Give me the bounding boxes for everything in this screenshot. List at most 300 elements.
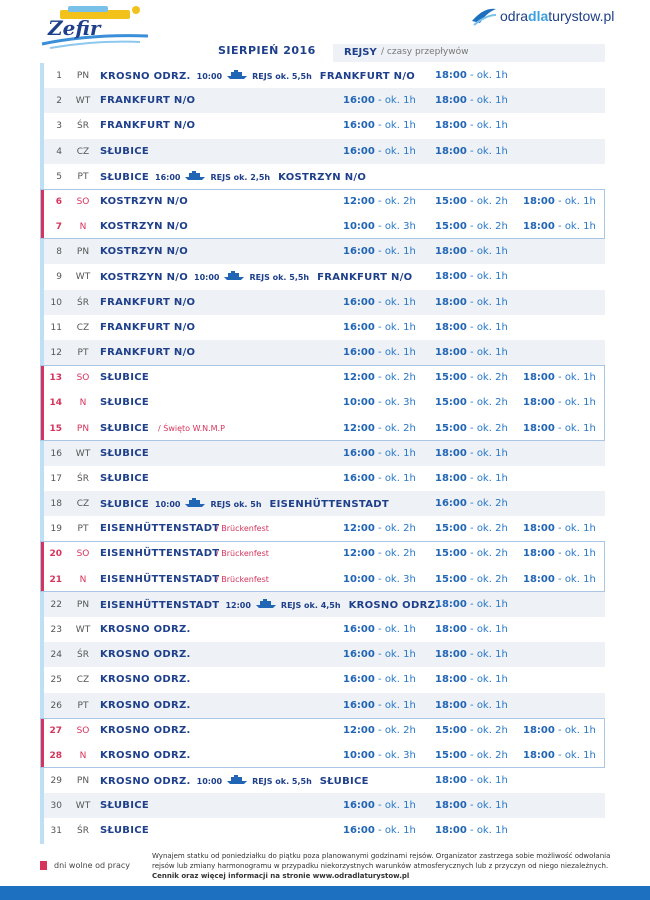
day-number: 7 xyxy=(55,222,62,233)
table-row xyxy=(40,264,605,289)
table-row xyxy=(40,693,605,718)
time-duration: ok. 1h xyxy=(384,472,416,484)
weekday-marker xyxy=(40,441,44,542)
time-value: 18:00 xyxy=(435,70,467,81)
time-value: 16:00 xyxy=(343,246,375,258)
time-sep: - xyxy=(466,674,477,686)
day-of-week: PT xyxy=(77,171,89,182)
departure-time xyxy=(435,523,508,534)
destination: SŁUBICE xyxy=(100,372,149,384)
time-duration: ok. 1h xyxy=(384,321,416,333)
departure-time xyxy=(343,649,416,660)
cruise-to: FRANKFURT N/O xyxy=(317,272,413,284)
day-of-week: WT xyxy=(75,272,91,283)
time-duration: ok. 1h xyxy=(476,699,508,711)
time-sep: - xyxy=(466,271,477,283)
time-sep: - xyxy=(374,95,385,107)
time-duration: ok. 2h xyxy=(476,749,508,761)
time-value: 12:00 xyxy=(343,523,375,535)
destination: KOSTRZYN N/O xyxy=(100,246,188,258)
time-duration: ok. 1h xyxy=(564,221,596,233)
day-number: 27 xyxy=(49,725,62,736)
time-sep: - xyxy=(374,800,385,812)
time-sep: - xyxy=(374,447,385,459)
time-sep: - xyxy=(466,573,477,585)
cruise-time: 16:00 xyxy=(155,172,181,182)
time-value: 15:00 xyxy=(435,724,467,736)
day-of-week: SO xyxy=(76,373,90,384)
day-of-week: N xyxy=(79,750,87,761)
time-value: 18:00 xyxy=(523,422,555,434)
time-value: 16:00 xyxy=(343,674,375,686)
time-value: 18:00 xyxy=(435,649,467,661)
departure-time xyxy=(435,70,508,81)
time-duration: ok. 1h xyxy=(564,397,596,409)
departure-time xyxy=(435,674,508,685)
departure-time xyxy=(343,825,416,836)
footer-bar xyxy=(0,886,650,900)
time-value: 18:00 xyxy=(435,246,467,258)
time-sep: - xyxy=(466,346,477,358)
departure-time xyxy=(435,271,508,282)
day-of-week: N xyxy=(79,398,87,409)
time-duration: ok. 2h xyxy=(384,548,416,560)
destination: FRANKFURT N/O xyxy=(100,120,196,132)
time-sep: - xyxy=(466,296,477,308)
time-duration: ok. 2h xyxy=(476,422,508,434)
table-row xyxy=(40,88,605,113)
day-number: 17 xyxy=(50,473,62,484)
time-sep: - xyxy=(466,498,477,510)
time-duration: ok. 1h xyxy=(476,95,508,107)
time-duration: ok. 2h xyxy=(384,372,416,384)
departure-time xyxy=(435,599,508,610)
time-value: 15:00 xyxy=(435,573,467,585)
day-number: 19 xyxy=(50,524,62,535)
destination: SŁUBICE xyxy=(100,422,149,434)
time-sep: - xyxy=(374,195,385,207)
departure-time xyxy=(343,473,416,484)
destination: EISENHÜTTENSTADT xyxy=(100,523,220,535)
time-duration: ok. 1h xyxy=(384,825,416,837)
time-value: 18:00 xyxy=(435,95,467,107)
time-sep: - xyxy=(374,825,385,837)
time-duration: ok. 2h xyxy=(476,548,508,560)
day-of-week: PN xyxy=(76,423,90,434)
cruise-time: 10:00 xyxy=(196,72,223,81)
time-sep: - xyxy=(466,699,477,711)
table-row xyxy=(40,491,605,516)
time-sep: - xyxy=(466,321,477,333)
time-value: 18:00 xyxy=(523,724,555,736)
time-value: 15:00 xyxy=(435,195,467,207)
cruise-time: 10:00 xyxy=(194,273,220,283)
time-duration: ok. 1h xyxy=(476,321,508,333)
cruise-to: EISENHÜTTENSTADT xyxy=(269,499,389,511)
cruise-from: KROSNO ODRZ. xyxy=(100,776,191,788)
time-sep: - xyxy=(466,120,477,132)
day-of-week: ŚR xyxy=(77,826,89,837)
time-value: 18:00 xyxy=(523,372,555,384)
cruise-duration: REJS ok. 4,5h xyxy=(280,600,341,610)
departure-time xyxy=(435,347,508,358)
time-duration: ok. 2h xyxy=(384,724,416,736)
time-duration: ok. 1h xyxy=(384,674,416,686)
time-sep: - xyxy=(374,145,385,157)
day-number: 25 xyxy=(50,675,62,686)
departure-time xyxy=(435,322,508,333)
table-row xyxy=(40,592,605,617)
cruise-duration: REJS ok. 5,5h xyxy=(252,777,312,787)
day-of-week: PT xyxy=(77,524,89,535)
time-value: 10:00 xyxy=(343,221,375,233)
time-value: 15:00 xyxy=(435,548,467,560)
rejsy-sublabel: / czasy przepływów xyxy=(381,47,469,57)
departure-time xyxy=(435,297,508,308)
time-sep: - xyxy=(466,800,477,812)
svg-text:Zefir: Zefir xyxy=(48,16,101,40)
time-value: 16:00 xyxy=(435,498,467,510)
footer-text: Wynajem statku od poniedziałku do piątku poza planowanymi godzinami rejsów. Organizator zastrzega sobie możliwość odwołania rejsów lub zmiany harmonogramu w przypadku niekorzystnych warunków atmosferycznych lub z przyczyn od niego niezależnych. xyxy=(152,852,611,870)
cruise-time: 10:00 xyxy=(196,777,223,787)
time-sep: - xyxy=(374,246,385,258)
time-value: 18:00 xyxy=(435,800,467,812)
time-duration: ok. 1h xyxy=(384,447,416,459)
footer-note xyxy=(152,851,612,881)
time-value: 18:00 xyxy=(435,674,467,686)
departure-time xyxy=(343,523,416,534)
time-duration: ok. 3h xyxy=(384,749,416,761)
time-value: 16:00 xyxy=(343,649,375,661)
time-sep: - xyxy=(466,472,477,484)
destination: KROSNO ODRZ. xyxy=(100,749,191,761)
time-value: 18:00 xyxy=(523,397,555,409)
time-sep: - xyxy=(374,422,385,434)
time-duration: ok. 1h xyxy=(476,800,508,812)
time-value: 15:00 xyxy=(435,372,467,384)
destination: EISENHÜTTENSTADT xyxy=(100,573,220,585)
destination: KROSNO ODRZ. xyxy=(100,623,191,635)
time-duration: ok. 1h xyxy=(476,649,508,661)
time-duration: ok. 1h xyxy=(476,296,508,308)
time-value: 18:00 xyxy=(435,447,467,459)
month-title: SIERPIEŃ 2016 xyxy=(218,44,316,57)
day-number: 12 xyxy=(50,347,62,358)
departure-time xyxy=(435,649,508,660)
time-duration: ok. 2h xyxy=(476,195,508,207)
day-number: 26 xyxy=(50,700,62,711)
time-duration: ok. 1h xyxy=(384,120,416,132)
day-of-week: ŚR xyxy=(77,297,89,308)
time-duration: ok. 1h xyxy=(476,598,508,610)
time-duration: ok. 1h xyxy=(476,246,508,258)
time-sep: - xyxy=(374,346,385,358)
destination: KROSNO ODRZ. xyxy=(100,649,191,661)
time-duration: ok. 1h xyxy=(564,724,596,736)
time-value: 16:00 xyxy=(343,321,375,333)
time-value: 18:00 xyxy=(523,195,555,207)
time-sep: - xyxy=(374,548,385,560)
time-sep: - xyxy=(466,70,477,81)
time-value: 16:00 xyxy=(343,623,375,635)
time-duration: ok. 1h xyxy=(476,70,508,81)
day-number: 4 xyxy=(56,146,62,157)
boat-icon xyxy=(226,70,248,82)
time-duration: ok. 1h xyxy=(476,775,508,787)
cruise-from: SŁUBICE xyxy=(100,171,149,183)
cruise-time: 10:00 xyxy=(155,500,181,510)
table-row xyxy=(40,768,605,793)
time-value: 18:00 xyxy=(435,598,467,610)
day-number: 30 xyxy=(50,801,62,812)
time-sep: - xyxy=(466,623,477,635)
destination: SŁUBICE xyxy=(100,447,149,459)
rejsy-label: REJSY xyxy=(344,47,377,58)
day-number: 5 xyxy=(56,171,62,182)
cruise-info xyxy=(100,775,369,787)
day-number: 11 xyxy=(50,322,62,333)
day-number: 23 xyxy=(50,624,62,635)
time-sep: - xyxy=(554,573,565,585)
departure-time xyxy=(435,95,508,106)
day-of-week: PN xyxy=(76,71,90,81)
time-value: 18:00 xyxy=(435,321,467,333)
departure-time xyxy=(343,448,416,459)
time-sep: - xyxy=(374,372,385,384)
day-of-week: N xyxy=(79,222,87,233)
departure-time xyxy=(435,246,508,257)
weekend-frame xyxy=(40,541,605,591)
boat-icon xyxy=(184,171,206,183)
day-of-week: CZ xyxy=(76,322,90,333)
cruise-duration: REJS ok. 5h xyxy=(210,500,262,510)
time-value: 16:00 xyxy=(343,95,375,107)
cruise-info xyxy=(100,599,439,611)
time-sep: - xyxy=(374,120,385,132)
time-duration: ok. 2h xyxy=(476,523,508,535)
time-value: 16:00 xyxy=(343,699,375,711)
departure-time xyxy=(435,825,508,836)
legend-label: dni wolne od pracy xyxy=(54,861,131,870)
time-sep: - xyxy=(466,221,477,233)
time-value: 16:00 xyxy=(343,120,375,132)
time-duration: ok. 2h xyxy=(384,523,416,535)
day-number: 18 xyxy=(50,499,62,510)
cruise-duration: REJS ok. 2,5h xyxy=(210,172,271,182)
day-of-week: PN xyxy=(76,776,90,787)
day-number: 3 xyxy=(56,121,62,132)
table-row xyxy=(40,315,605,340)
table-row xyxy=(40,793,605,818)
day-note: / Brückenfest xyxy=(216,574,269,584)
weekday-marker xyxy=(40,768,44,844)
day-number: 14 xyxy=(49,398,62,409)
day-number: 6 xyxy=(55,196,62,207)
day-of-week: CZ xyxy=(76,675,90,686)
time-duration: ok. 3h xyxy=(384,221,416,233)
time-sep: - xyxy=(374,674,385,686)
time-duration: ok. 1h xyxy=(564,372,596,384)
destination: FRANKFURT N/O xyxy=(100,95,196,107)
time-duration: ok. 1h xyxy=(384,699,416,711)
time-duration: ok. 2h xyxy=(476,397,508,409)
footer-link[interactable]: Cennik oraz więcej informacji na stronie www.odradlaturystow.pl xyxy=(152,872,410,880)
time-value: 12:00 xyxy=(343,422,375,434)
time-duration: ok. 2h xyxy=(476,573,508,585)
day-of-week: PT xyxy=(77,347,89,358)
day-number: 1 xyxy=(56,71,62,81)
time-sep: - xyxy=(466,246,477,258)
departure-time xyxy=(435,120,508,131)
day-of-week: WT xyxy=(75,448,91,459)
time-sep: - xyxy=(554,195,565,207)
cruise-to: FRANKFURT N/O xyxy=(319,71,416,82)
time-value: 18:00 xyxy=(435,271,467,283)
boat-icon xyxy=(184,498,206,510)
departure-time xyxy=(435,624,508,635)
departure-time xyxy=(523,523,596,534)
time-duration: ok. 1h xyxy=(564,523,596,535)
time-duration: ok. 2h xyxy=(476,724,508,736)
time-duration: ok. 1h xyxy=(564,749,596,761)
time-sep: - xyxy=(466,749,477,761)
time-value: 15:00 xyxy=(435,749,467,761)
time-value: 16:00 xyxy=(343,825,375,837)
departure-time xyxy=(435,800,508,811)
table-row xyxy=(40,441,605,466)
departure-time xyxy=(343,624,416,635)
time-value: 15:00 xyxy=(435,523,467,535)
time-sep: - xyxy=(374,649,385,661)
destination: SŁUBICE xyxy=(100,472,149,484)
time-sep: - xyxy=(466,95,477,107)
time-sep: - xyxy=(374,472,385,484)
day-of-week: WT xyxy=(75,96,91,107)
destination: KROSNO ODRZ. xyxy=(100,674,191,686)
time-value: 16:00 xyxy=(343,296,375,308)
weekend-frame xyxy=(40,189,605,239)
time-value: 18:00 xyxy=(523,573,555,585)
time-sep: - xyxy=(466,372,477,384)
time-value: 18:00 xyxy=(435,346,467,358)
day-of-week: CZ xyxy=(76,146,90,157)
cruise-from: EISENHÜTTENSTADT xyxy=(100,599,220,611)
day-of-week: WT xyxy=(75,801,91,812)
time-duration: ok. 1h xyxy=(384,800,416,812)
time-duration: ok. 1h xyxy=(384,346,416,358)
table-row xyxy=(40,516,605,541)
destination: EISENHÜTTENSTADT xyxy=(100,548,220,560)
day-note: / Brückenfest xyxy=(216,524,269,534)
time-duration: ok. 2h xyxy=(476,221,508,233)
departure-time xyxy=(343,322,416,333)
time-duration: ok. 1h xyxy=(564,422,596,434)
cruise-to: KOSTRZYN N/O xyxy=(278,171,367,183)
time-duration: ok. 3h xyxy=(384,573,416,585)
table-row xyxy=(40,139,605,164)
time-value: 18:00 xyxy=(435,120,467,132)
departure-time xyxy=(343,146,416,157)
cruise-info xyxy=(100,498,389,510)
time-sep: - xyxy=(466,825,477,837)
destination: SŁUBICE xyxy=(100,800,149,812)
time-sep: - xyxy=(466,548,477,560)
time-duration: ok. 1h xyxy=(476,472,508,484)
time-sep: - xyxy=(374,573,385,585)
table-row xyxy=(40,642,605,667)
departure-time xyxy=(435,498,508,509)
time-sep: - xyxy=(374,221,385,233)
departure-time xyxy=(343,95,416,106)
odradlaturystow-logo: odradlaturystow.pl xyxy=(470,5,620,35)
time-value: 18:00 xyxy=(523,548,555,560)
time-value: 18:00 xyxy=(435,296,467,308)
time-value: 18:00 xyxy=(523,221,555,233)
time-value: 18:00 xyxy=(435,145,467,157)
table-row xyxy=(40,667,605,692)
day-of-week: ŚR xyxy=(77,121,89,132)
destination: KOSTRZYN N/O xyxy=(100,195,188,207)
time-value: 15:00 xyxy=(435,422,467,434)
time-sep: - xyxy=(554,749,565,761)
day-of-week: WT xyxy=(75,624,91,635)
time-value: 18:00 xyxy=(435,775,467,787)
day-of-week: PN xyxy=(76,247,90,258)
day-number: 8 xyxy=(56,247,62,258)
day-number: 21 xyxy=(49,574,62,585)
day-number: 13 xyxy=(49,373,62,384)
table-row xyxy=(40,617,605,642)
weekday-marker xyxy=(40,592,44,718)
cruise-to: KROSNO ODRZ. xyxy=(348,599,440,611)
time-duration: ok. 2h xyxy=(476,372,508,384)
time-sep: - xyxy=(466,523,477,535)
time-sep: - xyxy=(466,447,477,459)
time-duration: ok. 1h xyxy=(476,120,508,132)
table-row xyxy=(40,818,605,843)
table-row xyxy=(40,466,605,491)
time-sep: - xyxy=(466,775,477,787)
time-value: 12:00 xyxy=(343,548,375,560)
time-duration: ok. 1h xyxy=(476,674,508,686)
cruise-from: KOSTRZYN N/O xyxy=(100,272,188,284)
day-of-week: SO xyxy=(76,725,90,736)
table-row xyxy=(40,63,605,88)
day-number: 10 xyxy=(50,297,62,308)
day-number: 15 xyxy=(49,423,62,434)
departure-time xyxy=(343,347,416,358)
time-sep: - xyxy=(374,699,385,711)
time-value: 10:00 xyxy=(343,749,375,761)
departure-time xyxy=(343,674,416,685)
time-sep: - xyxy=(466,598,477,610)
time-sep: - xyxy=(466,195,477,207)
cruise-from: SŁUBICE xyxy=(100,499,149,511)
departure-time xyxy=(343,700,416,711)
weekend-frame xyxy=(40,365,605,441)
time-value: 12:00 xyxy=(343,195,375,207)
destination: FRANKFURT N/O xyxy=(100,321,196,333)
time-duration: ok. 1h xyxy=(476,447,508,459)
time-sep: - xyxy=(466,649,477,661)
cruise-info xyxy=(100,271,412,283)
destination: SŁUBICE xyxy=(100,825,149,837)
time-duration: ok. 1h xyxy=(476,825,508,837)
departure-time xyxy=(435,448,508,459)
destination: KOSTRZYN N/O xyxy=(100,221,188,233)
time-value: 15:00 xyxy=(435,221,467,233)
cruise-info xyxy=(100,70,415,82)
